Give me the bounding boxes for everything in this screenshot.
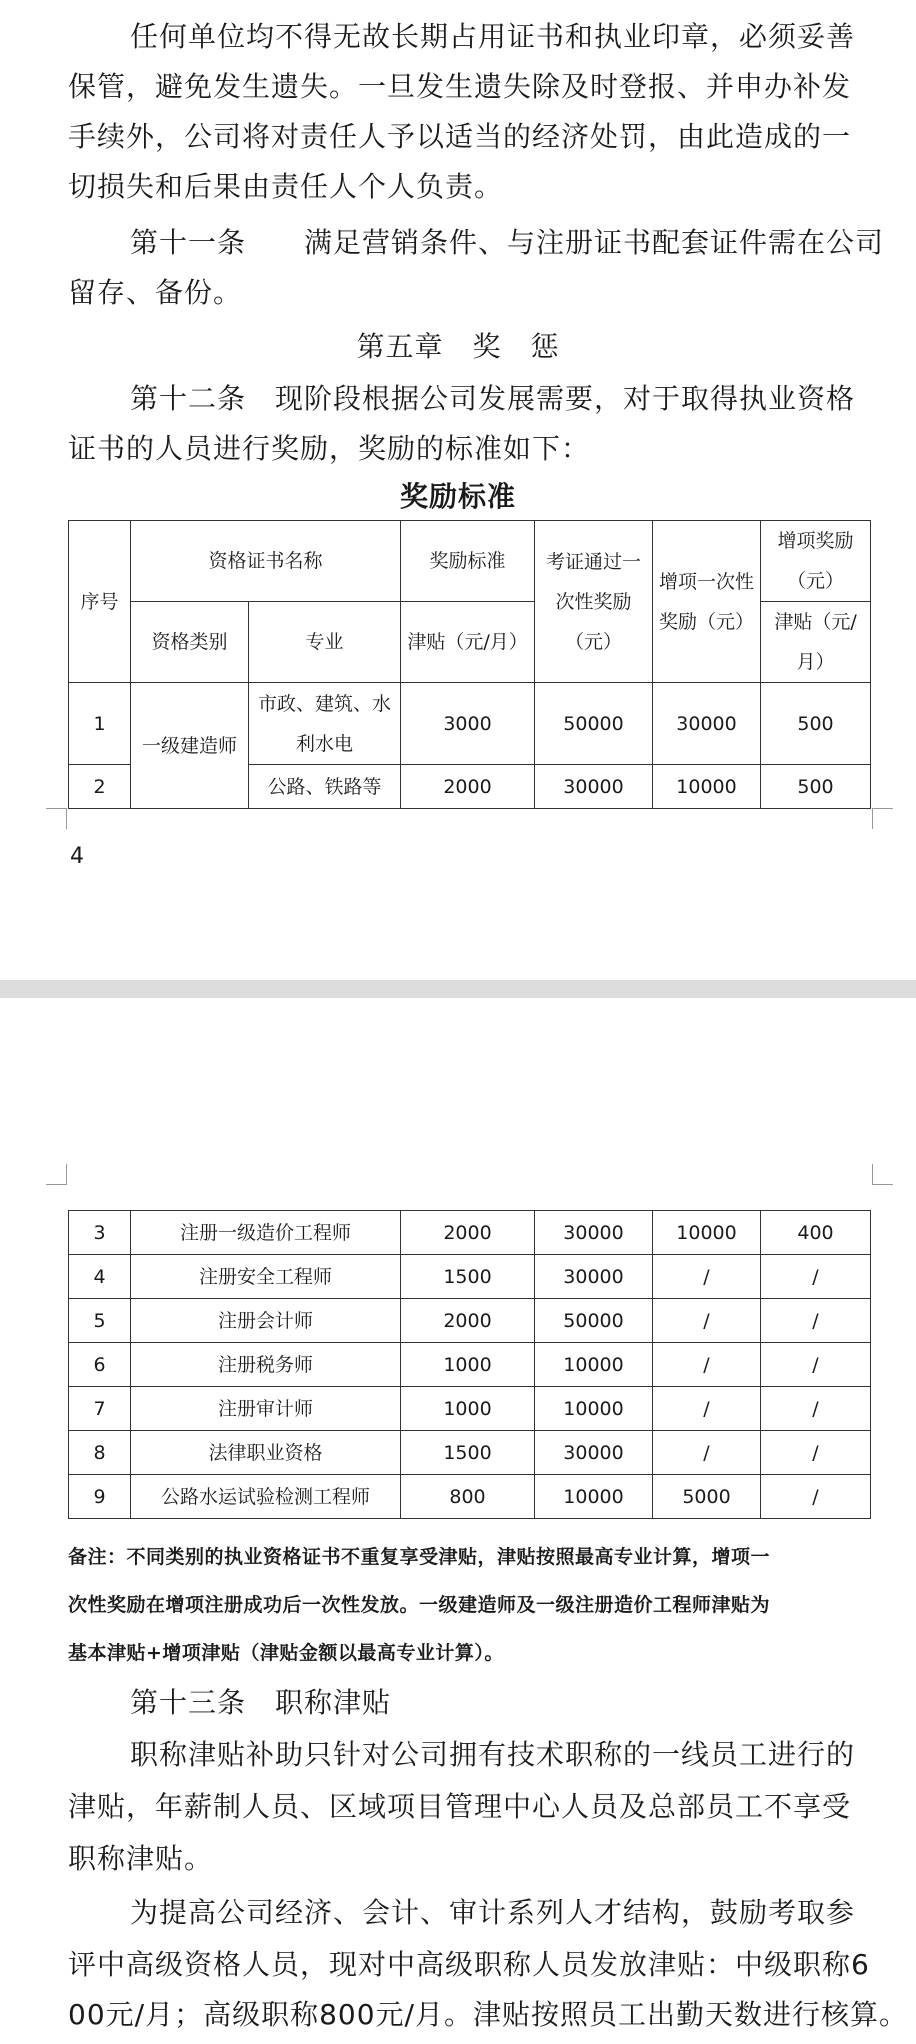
cell-once: 30000 (535, 1211, 653, 1255)
cell-once: 10000 (535, 1387, 653, 1431)
header-major: 专业 (249, 602, 401, 683)
table-row (69, 1299, 871, 1343)
header-add-once: 增项一次性奖励（元） (653, 521, 761, 683)
crop-mark (872, 808, 893, 829)
cell-add: / (653, 1431, 761, 1475)
cell-name: 公路水运试验检测工程师 (131, 1475, 401, 1519)
cell-name: 注册安全工程师 (131, 1255, 401, 1299)
cell-add: / (653, 1343, 761, 1387)
cell-once: 30000 (535, 1255, 653, 1299)
cell-once: 30000 (535, 765, 653, 809)
cell-name: 注册审计师 (131, 1387, 401, 1431)
table-row (69, 683, 871, 765)
cell-addr: / (761, 1475, 871, 1519)
cell-std: 800 (401, 1475, 535, 1519)
cell-add: / (653, 1299, 761, 1343)
cell-once: 10000 (535, 1475, 653, 1519)
cell-addr: 500 (761, 765, 871, 809)
cell-add: / (653, 1387, 761, 1431)
reward-table-part1 (68, 520, 871, 809)
cell-major: 公路、铁路等 (249, 765, 401, 809)
table-row (69, 1475, 871, 1519)
header-add-reward: 增项奖励（元） (761, 521, 871, 602)
cell-addr: / (761, 1431, 871, 1475)
cell-add: 5000 (653, 1475, 761, 1519)
header-cert-type: 资格类别 (131, 602, 249, 683)
cell-major: 市政、建筑、水利水电 (249, 683, 401, 765)
cell-addr: 400 (761, 1211, 871, 1255)
crop-mark (46, 808, 67, 829)
table-row (69, 1387, 871, 1431)
header-allowance: 津贴（元/月） (401, 602, 535, 683)
cell-once: 50000 (535, 1299, 653, 1343)
paragraph-line: 手续外，公司将对责任人予以适当的经济处罚，由此造成的一 (68, 120, 852, 153)
cell-no: 7 (69, 1387, 131, 1431)
header-exam-pass: 考证通过一次性奖励（元） (535, 521, 653, 683)
cell-name: 注册税务师 (131, 1343, 401, 1387)
paragraph-line: 评中高级资格人员，现对中高级职称人员发放津贴：中级职称6 (68, 1948, 870, 1981)
table-row (69, 1431, 871, 1475)
cell-no: 5 (69, 1299, 131, 1343)
crop-mark (46, 1164, 67, 1185)
paragraph-line: 切损失和后果由责任人个人负责。 (68, 170, 504, 203)
cell-std: 2000 (401, 765, 535, 809)
cell-once: 50000 (535, 683, 653, 765)
cell-add: 10000 (653, 765, 761, 809)
cell-std: 2000 (401, 1211, 535, 1255)
cell-no: 3 (69, 1211, 131, 1255)
document-page-1 (0, 0, 916, 980)
table-row (69, 1255, 871, 1299)
paragraph-line: 00元/月；高级职称800元/月。津贴按照员工出勤天数进行核算。 (68, 1998, 908, 2031)
cell-add: 30000 (653, 683, 761, 765)
cell-no: 6 (69, 1343, 131, 1387)
cell-std: 1000 (401, 1343, 535, 1387)
note-line: 备注：不同类别的执业资格证书不重复享受津贴，津贴按照最高专业计算，增项一 (68, 1546, 771, 1568)
cell-addr: / (761, 1299, 871, 1343)
cell-addr: / (761, 1343, 871, 1387)
cell-type: 一级建造师 (131, 683, 249, 809)
document-page-2 (0, 998, 916, 2044)
cell-add: 10000 (653, 1211, 761, 1255)
note-line: 基本津贴+增项津贴（津贴金额以最高专业计算）。 (68, 1642, 504, 1664)
article-11: 第十一条 满足营销条件、与注册证书配套证件需在公司 (130, 226, 885, 259)
article-13: 第十三条 职称津贴 (130, 1686, 392, 1719)
cell-no: 4 (69, 1255, 131, 1299)
paragraph-line: 职称津贴。 (68, 1842, 214, 1875)
crop-mark (872, 1164, 893, 1185)
paragraph-line: 保管，避免发生遗失。一旦发生遗失除及时登报、并申办补发 (68, 70, 852, 103)
cell-no: 1 (69, 683, 131, 765)
cell-std: 3000 (401, 683, 535, 765)
paragraph-line: 任何单位均不得无故长期占用证书和执业印章，必须妥善 (130, 20, 856, 53)
cell-addr: 500 (761, 683, 871, 765)
header-seq: 序号 (69, 521, 131, 683)
cell-std: 2000 (401, 1299, 535, 1343)
chapter-heading: 第五章 奖 惩 (356, 330, 560, 363)
paragraph-line: 职称津贴补助只针对公司拥有技术职称的一线员工进行的 (130, 1738, 856, 1771)
cell-name: 注册会计师 (131, 1299, 401, 1343)
cell-std: 1500 (401, 1431, 535, 1475)
cell-once: 10000 (535, 1343, 653, 1387)
cell-addr: / (761, 1387, 871, 1431)
paragraph-line: 留存、备份。 (68, 276, 243, 309)
header-reward-std: 奖励标准 (401, 521, 535, 602)
cell-no: 2 (69, 765, 131, 809)
table-row (69, 1343, 871, 1387)
table-row (69, 1211, 871, 1255)
cell-name: 注册一级造价工程师 (131, 1211, 401, 1255)
note-line: 次性奖励在增项注册成功后一次性发放。一级建造师及一级注册造价工程师津贴为 (68, 1594, 771, 1616)
cell-std: 1500 (401, 1255, 535, 1299)
cell-once: 30000 (535, 1431, 653, 1475)
cell-add: / (653, 1255, 761, 1299)
cell-name: 法律职业资格 (131, 1431, 401, 1475)
article-12: 第十二条 现阶段根据公司发展需要，对于取得执业资格 (130, 382, 856, 415)
page-gap (0, 980, 916, 998)
page-number: 4 (70, 844, 84, 869)
table-title: 奖励标准 (399, 480, 516, 513)
paragraph-line: 津贴，年薪制人员、区域项目管理中心人员及总部员工不享受 (68, 1790, 852, 1823)
cell-no: 8 (69, 1431, 131, 1475)
header-cert-name: 资格证书名称 (131, 521, 401, 602)
cell-std: 1000 (401, 1387, 535, 1431)
paragraph-line: 证书的人员进行奖励，奖励的标准如下： (68, 432, 591, 465)
paragraph-line: 为提高公司经济、会计、审计系列人才结构，鼓励考取参 (130, 1896, 856, 1929)
reward-table-part2 (68, 1210, 871, 1519)
cell-addr: / (761, 1255, 871, 1299)
cell-no: 9 (69, 1475, 131, 1519)
header-allowance-2: 津贴（元/月） (761, 602, 871, 683)
